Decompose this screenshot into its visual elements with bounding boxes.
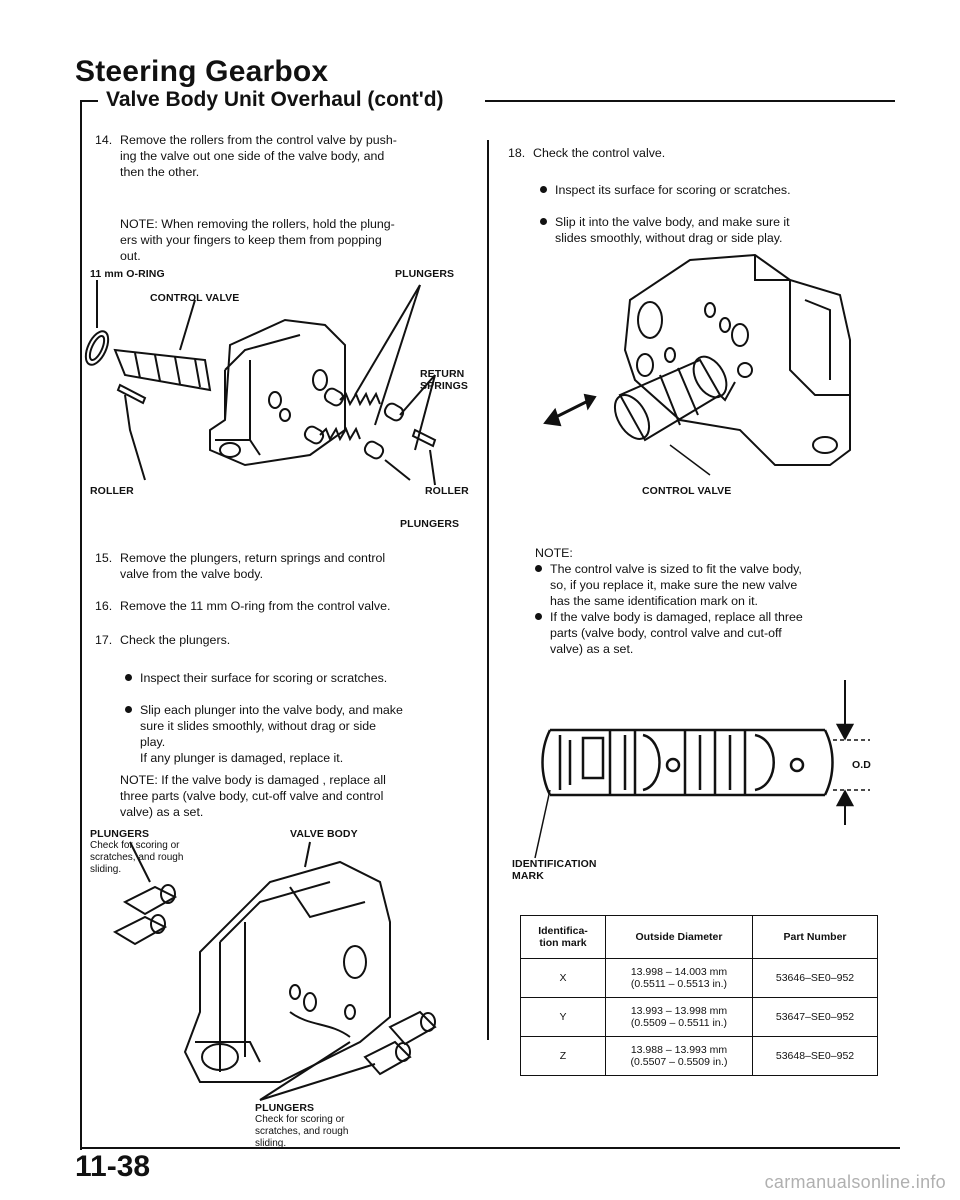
plungers-bottom-note-line-1: Check for scoring or <box>255 1114 345 1125</box>
step-14-note <box>120 216 480 264</box>
plungers-check-note-line-1: Check for scoring or <box>90 840 180 851</box>
step-14-text <box>120 132 480 180</box>
step-16-text: Remove the 11 mm O-ring from the control valve. <box>120 599 391 613</box>
label-roller-right: ROLLER <box>425 485 469 497</box>
step-17-note-line-2: three parts (valve body, cut-off valve and control <box>120 789 384 803</box>
step-17-text: Check the plungers. <box>120 633 231 647</box>
plungers-check-note-line-2: scratches, and rough <box>90 852 184 863</box>
right-note-bullet-1-line-3: has the same identification mark on it. <box>550 594 758 608</box>
label-od: O.D <box>852 759 871 771</box>
table-row <box>521 959 878 998</box>
step-18-bullet-1 <box>540 182 900 198</box>
valve-body-exploded-illustration <box>85 280 485 510</box>
table-row <box>521 1037 878 1076</box>
diameter-mm: 13.988 – 13.993 mm <box>630 1044 728 1056</box>
step-18-bullet-2-line-1: Slip it into the valve body, and make sure it <box>555 215 790 229</box>
step-14-line-1: Remove the rollers from the control valve by push- <box>120 133 397 147</box>
right-note-bullet-2 <box>535 609 895 657</box>
diameter-in: (0.5507 – 0.5509 in.) <box>630 1056 728 1068</box>
step-17-bullet-2 <box>125 702 485 766</box>
column-divider <box>487 140 489 1040</box>
step-17-note-line-1: NOTE: If the valve body is damaged , replace all <box>120 773 386 787</box>
table-row <box>521 998 878 1037</box>
label-plungers-top: PLUNGERS <box>395 268 455 280</box>
footer-rule <box>80 1147 900 1149</box>
left-frame-line <box>80 114 82 1150</box>
bullet-dot <box>125 706 132 713</box>
step-17-bullet-2-line-2: sure it slides smoothly, without drag or side <box>140 719 376 733</box>
table-cell-part: 53648–SE0–952 <box>753 1037 878 1076</box>
header-rule-right <box>485 100 895 102</box>
step-14-line-2: ing the valve out one side of the valve body, and <box>120 149 385 163</box>
label-plungers-bottom-2: PLUNGERS <box>255 1102 315 1114</box>
step-17-note <box>120 772 480 820</box>
step-18-text: Check the control valve. <box>533 146 666 160</box>
step-15-text <box>120 550 480 582</box>
right-note-bullet-1-line-2: so, if you replace it, make sure the new valve <box>550 578 798 592</box>
header-identification-line-2: tion mark <box>539 937 587 949</box>
table-cell-mark: Y <box>521 998 606 1037</box>
table-cell-mark: X <box>521 959 606 998</box>
right-note-bullet-2-line-3: valve) as a set. <box>550 642 634 656</box>
step-18-bullet-2-line-2: slides smoothly, without drag or side play. <box>555 231 783 245</box>
bullet-dot <box>125 674 132 681</box>
control-valve-spool-od-illustration <box>535 680 875 860</box>
step-18-bullet-2 <box>540 214 900 246</box>
step-18-bullet-1-text: Inspect its surface for scoring or scratches. <box>555 183 791 197</box>
control-valve-spec-table <box>520 915 878 1076</box>
plungers-bottom-note-line-3: sliding. <box>255 1138 287 1149</box>
label-valve-body: VALVE BODY <box>290 828 358 840</box>
label-return-springs-1: RETURN <box>420 368 465 380</box>
bullet-dot <box>540 186 547 193</box>
table-header-outside-diameter: Outside Diameter <box>606 916 753 959</box>
step-15-number: 15. <box>95 551 113 565</box>
label-roller-left: ROLLER <box>90 485 134 497</box>
page-number: 11-38 <box>75 1150 151 1183</box>
right-note-bullet-2-line-1: If the valve body is damaged, replace all three <box>550 610 803 624</box>
label-control-valve-right: CONTROL VALVE <box>642 485 732 497</box>
step-17-note-line-3: valve) as a set. <box>120 805 204 819</box>
step-14-note-line-2: ers with your fingers to keep them from popping <box>120 233 382 247</box>
table-cell-diameter <box>606 959 753 998</box>
page-title: Steering Gearbox <box>75 55 329 88</box>
diameter-in: (0.5509 – 0.5511 in.) <box>630 1017 728 1029</box>
step-16-number: 16. <box>95 599 113 613</box>
diameter-in: (0.5511 – 0.5513 in.) <box>630 978 728 990</box>
table-cell-mark: Z <box>521 1037 606 1076</box>
table-header-identification <box>521 916 606 959</box>
label-return-springs-2: SPRINGS <box>420 380 468 392</box>
plungers-bottom-note <box>255 1114 348 1150</box>
bullet-dot <box>535 613 542 620</box>
step-15-line-1: Remove the plungers, return springs and control <box>120 551 386 565</box>
plungers-bottom-note-line-2: scratches, and rough <box>255 1126 349 1137</box>
watermark-text: carmanualsonline.info <box>764 1172 946 1192</box>
label-identification-mark-1: IDENTIFICATION <box>512 858 597 870</box>
diameter-mm: 13.993 – 13.998 mm <box>630 1005 728 1017</box>
step-17-bullet-1-text: Inspect their surface for scoring or scratches. <box>140 671 388 685</box>
header-rule-left-tick <box>80 100 82 114</box>
diameter-mm: 13.998 – 14.003 mm <box>630 966 728 978</box>
bullet-dot <box>540 218 547 225</box>
step-14-note-line-1: NOTE: When removing the rollers, hold the plung- <box>120 217 395 231</box>
right-note-bullet-1 <box>535 561 895 609</box>
step-17-bullet-2-line-3: play. <box>140 735 166 749</box>
table-cell-diameter <box>606 998 753 1037</box>
label-oring: 11 mm O-RING <box>90 268 165 280</box>
table-cell-part: 53647–SE0–952 <box>753 998 878 1037</box>
step-17-bullet-2-line-1: Slip each plunger into the valve body, and make <box>140 703 403 717</box>
table-cell-part: 53646–SE0–952 <box>753 959 878 998</box>
step-17-bullet-2-line-4: If any plunger is damaged, replace it. <box>140 751 344 765</box>
header-identification-line-1: Identifica- <box>538 925 588 937</box>
step-14-line-3: then the other. <box>120 165 200 179</box>
header-rule-left <box>80 100 98 102</box>
table-header-row <box>521 916 878 959</box>
section-title: Valve Body Unit Overhaul (cont'd) <box>106 88 444 111</box>
table-header-part-number: Part Number <box>753 916 878 959</box>
control-valve-insert-illustration <box>560 250 860 480</box>
label-control-valve: CONTROL VALVE <box>150 292 240 304</box>
table-cell-diameter <box>606 1037 753 1076</box>
step-17-bullet-1 <box>125 670 485 686</box>
label-identification-mark-2: MARK <box>512 870 544 882</box>
label-plungers-bottom: PLUNGERS <box>400 518 460 530</box>
bullet-dot <box>535 565 542 572</box>
right-note-bullet-1-line-1: The control valve is sized to fit the valve body, <box>550 562 802 576</box>
right-note-bullet-2-line-2: parts (valve body, control valve and cut-off <box>550 626 782 640</box>
right-note-label: NOTE: <box>535 546 573 560</box>
step-14-number: 14. <box>95 133 113 147</box>
step-17-number: 17. <box>95 633 113 647</box>
step-18-number: 18. <box>508 146 526 160</box>
label-plungers-check: PLUNGERS <box>90 828 150 840</box>
valve-body-plungers-illustration <box>110 842 440 1102</box>
step-14-note-line-3: out. <box>120 249 141 263</box>
step-15-line-2: valve from the valve body. <box>120 567 264 581</box>
plungers-check-note-line-3: sliding. <box>90 864 122 875</box>
